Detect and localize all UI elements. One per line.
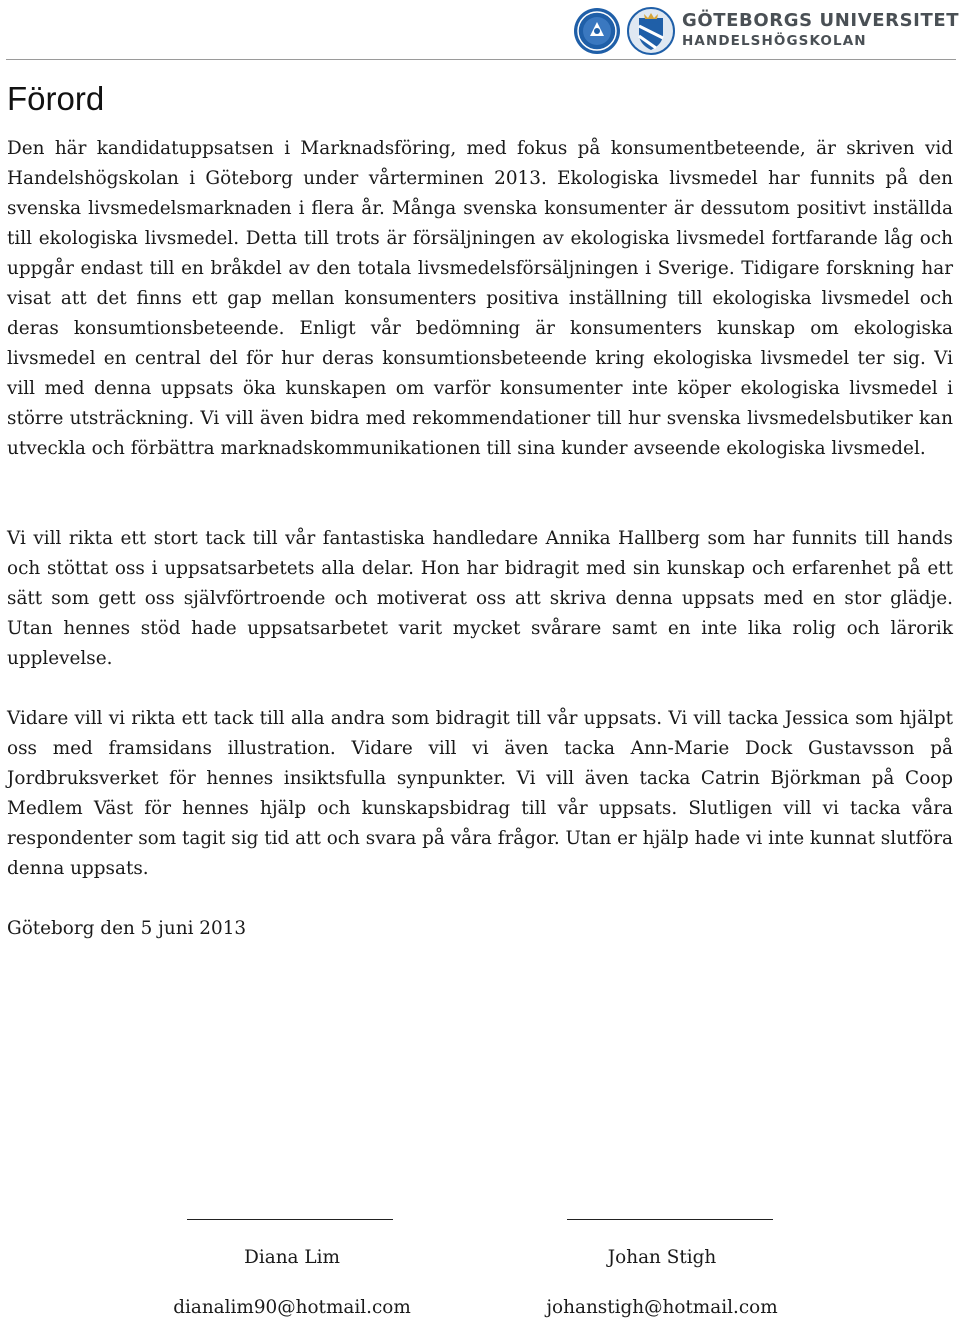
author-name: Diana Lim bbox=[244, 1247, 340, 1268]
coat-of-arms-icon bbox=[626, 6, 676, 56]
page-title: Förord bbox=[7, 80, 105, 117]
signature-line bbox=[567, 1219, 773, 1220]
university-seal-icon bbox=[572, 6, 622, 56]
university-name: GÖTEBORGS UNIVERSITET bbox=[682, 10, 960, 31]
university-logo bbox=[572, 4, 958, 58]
header-divider bbox=[6, 59, 956, 60]
author-name: Johan Stigh bbox=[607, 1247, 717, 1268]
body-paragraph: Vidare vill vi rikta ett tack till alla andra som bidragit till vår uppsats. Vi vill tacka Jessica som hjälpt oss med framsidans illustration. Vidare vill vi även tacka Ann-Marie Dock Gustavsson på Jordbruksverket för hennes insiktsfulla synpunkter. Vi vill även tacka Catrin Björkman på Coop Medlem Väst för hennes hjälp och kunskapsbidrag till vår uppsats. Slutligen vill vi tacka våra respondenter som tagit sig tid att och svara på våra frågor. Utan er hjälp hade vi inte kunnat slutföra denna uppsats. bbox=[7, 708, 953, 879]
author-email: johanstigh@hotmail.com bbox=[546, 1297, 778, 1318]
body-paragraph: Den här kandidatuppsatsen i Marknadsföring, med fokus på konsumentbeteende, är skriven vid Handelshögskolan i Göteborg under vårterminen 2013. Ekologiska livsmedel har funnits på den svenska livsmedelsmarknaden i flera år. Många svenska konsumenter är dessutom positivt inställda till ekologiska livsmedel. Detta till trots är försäljningen av ekologiska livsmedel fortfarande låg och uppgår endast till en bråkdel av den totala livsmedelsförsäljningen i Sverige. Tidigare forskning har visat att det finns ett gap mellan konsumenters positiva inställning till ekologiska livsmedel och deras konsumtionsbeteende. Enligt vår bedömning är konsumenters kunskap om ekologiska livsmedel en central del för hur deras konsumtionsbeteende kring ekologiska livsmedel ter sig. Vi vill med denna uppsats öka kunskapen om varför konsumenter inte köper ekologiska livsmedel i större utsträckning. Vi vill även bidra med rekommendationer till hur svenska livsmedelsbutiker kan utveckla och förbättra marknadskommunikationen till sina kunder avseende ekologiska livsmedel. bbox=[7, 138, 953, 459]
school-name: HANDELSHÖGSKOLAN bbox=[682, 33, 867, 49]
place-and-date: Göteborg den 5 juni 2013 bbox=[7, 918, 247, 939]
author-email: dianalim90@hotmail.com bbox=[173, 1297, 411, 1318]
signature-line bbox=[187, 1219, 393, 1220]
body-paragraph: Vi vill rikta ett stort tack till vår fantastiska handledare Annika Hallberg som har funnits till hands och stöttat oss i uppsatsarbetets alla delar. Hon har bidragit med sin kunskap och erfarenhet på ett sätt som gett oss självförtroende och motiverat oss att skriva denna uppsats med en stor glädje. Utan hennes stöd hade uppsatsarbetet varit mycket svårare samt en inte lika rolig och lärorik upplevelse. bbox=[7, 528, 953, 669]
